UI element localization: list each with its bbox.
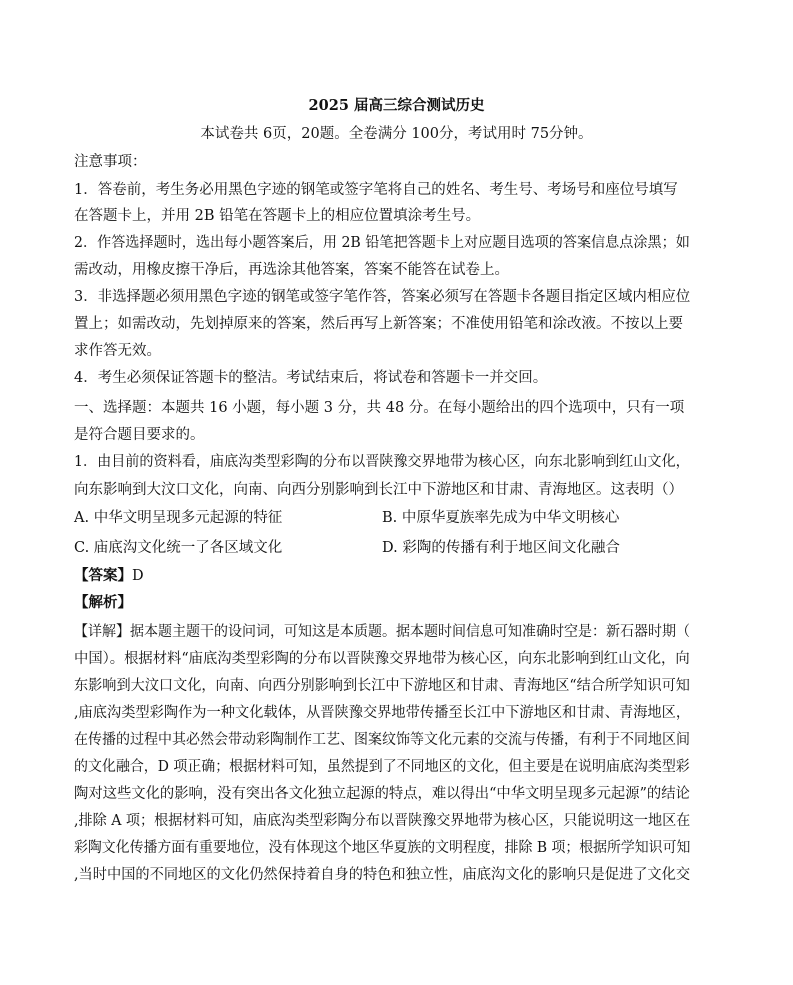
notice-item-2-line-1: 2．作答选择题时，选出每小题答案后，用 2B 铅笔把答题卡上对应题目选项的答案信息点涂黑；如 [74, 235, 690, 251]
section-heading-line-2: 是符合题目要求的。 [74, 427, 205, 443]
answer-line [74, 566, 144, 586]
notice-item-3-line-1: 3．非选择题必须用黑色字迹的钢笔或签字笔作答，答案必须写在答题卡各题目指定区域内相应位 [74, 289, 691, 305]
answer-value: D [132, 568, 144, 584]
detail-line: 东影响到大汶口文化，向南、向西分别影响到长江中下游地区和甘肃、青海地区“结合所学知识可知 [74, 678, 690, 694]
question-1-stem-line-2: 向东影响到大汶口文化，向南、向西分别影响到长江中下游地区和甘肃、青海地区。这表明（） [74, 482, 683, 498]
notice-heading: 注意事项： [74, 154, 147, 170]
notice-item-2-line-2: 需改动，用橡皮擦干净后，再选涂其他答案，答案不能答在试卷上。 [74, 262, 509, 278]
detail-line: 中国）。根据材料“庙底沟类型彩陶的分布以晋陕豫交界地带为核心区，向东北影响到红山文化，向 [74, 651, 690, 667]
detail-line: 的文化融合，D 项正确；根据材料可知，虽然提到了不同地区的文化，但主要是在说明庙底沟类型彩 [74, 759, 690, 775]
question-1-option-c: C. 庙底沟文化统一了各区域文化 [74, 540, 283, 556]
answer-label: 【答案】 [74, 567, 132, 584]
notice-item-3-line-2: 置上；如需改动，先划掉原来的答案，然后再写上新答案；不准使用铅笔和涂改液。不按以上要 [74, 316, 683, 332]
exam-subtitle: 本试卷共 6页，20题。全卷满分 100分，考试用时 75分钟。 [200, 126, 593, 142]
section-heading-line-1: 一、选择题：本题共 16 小题，每小题 3 分，共 48 分。在每小题给出的四个选项中，只有一项 [74, 400, 685, 416]
notice-item-3-line-3: 求作答无效。 [74, 343, 161, 359]
question-1-option-b: B. 中原华夏族率先成为中华文明核心 [382, 510, 620, 526]
detail-line: 【详解】据本题主题干的设问词，可知这是本质题。据本题时间信息可知准确时空是：新石器时期（ [74, 624, 690, 640]
question-1-stem-line-1: 1．由目前的资料看，庙底沟类型彩陶的分布以晋陕豫交界地带为核心区，向东北影响到红山文化， [74, 454, 690, 470]
analysis-label: 【解析】 [74, 594, 132, 611]
detail-line: ,排除 A 项；根据材料可知，庙底沟类型彩陶分布以晋陕豫交界地带为核心区，只能说明这一地区在 [74, 813, 691, 829]
notice-item-1-line-1: 1．答卷前，考生务必用黑色字迹的钢笔或签字笔将自己的姓名、考生号、考场号和座位号填写 [74, 182, 678, 198]
detail-line: ,当时中国的不同地区的文化仍然保持着自身的特色和独立性，庙底沟文化的影响只是促进了文化交 [74, 867, 691, 883]
detail-line: 在传播的过程中其必然会带动彩陶制作工艺、图案纹饰等文化元素的交流与传播，有利于不同地区间 [74, 732, 690, 748]
detail-line: ,庙底沟类型彩陶作为一种文化载体，从晋陕豫交界地带传播至长江中下游地区和甘肃、青海地区， [74, 705, 691, 721]
notice-item-4: 4．考生必须保证答题卡的整洁。考试结束后，将试卷和答题卡一并交回。 [74, 370, 548, 386]
detail-line: 彩陶文化传播方面有重要地位，没有体现这个地区华夏族的文明程度，排除 B 项；根据所学知识可知 [74, 840, 691, 856]
question-1-option-a: A. 中华文明呈现多元起源的特征 [74, 510, 283, 526]
question-1-option-d: D. 彩陶的传播有利于地区间文化融合 [382, 540, 620, 556]
exam-title: 2025 届高三综合测试历史 [308, 97, 485, 114]
notice-item-1-line-2: 在答题卡上，并用 2B 铅笔在答题卡上的相应位置填涂考生号。 [74, 208, 481, 224]
detail-line: 陶对这些文化的影响，没有突出各文化独立起源的特点，难以得出“中华文明呈现多元起源”的结论 [74, 786, 690, 802]
